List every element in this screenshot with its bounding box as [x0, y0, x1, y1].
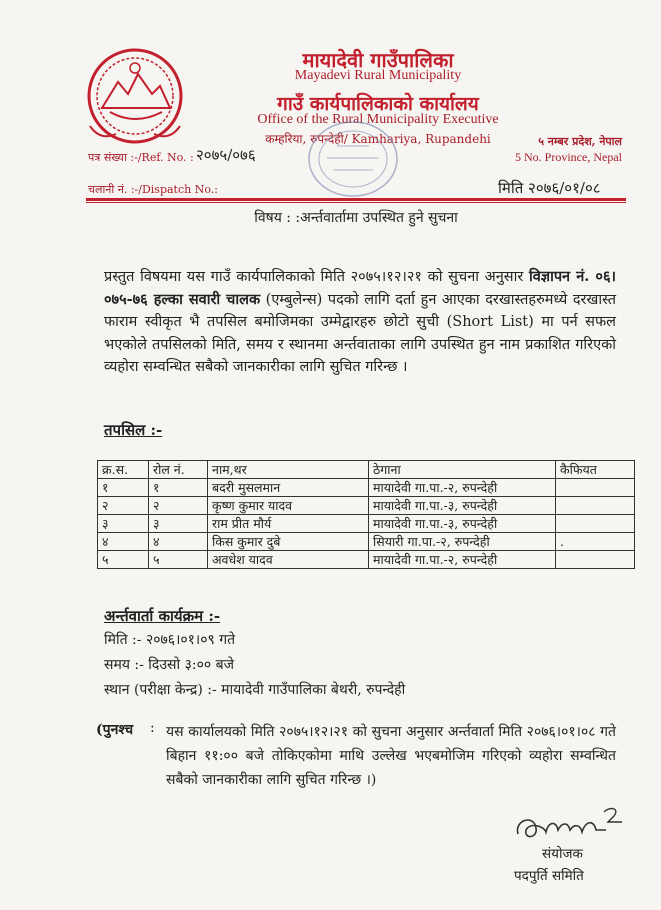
cell-name: कृष्ण कुमार यादव — [208, 497, 369, 515]
cell-remarks — [556, 497, 635, 515]
cell-name: किस कुमार दुबे — [208, 533, 369, 551]
cell-address: सियारी गा.पा.-२, रुपन्देही — [369, 533, 556, 551]
col-roll: रोल नं. — [149, 461, 208, 479]
cell-address: मायादेवी गा.पा.-२, रुपन्देही — [369, 479, 556, 497]
province-english: 5 No. Province, Nepal — [515, 150, 622, 164]
cell-serial: ४ — [98, 533, 149, 551]
cell-serial: ५ — [98, 551, 149, 569]
cell-roll: ५ — [149, 551, 208, 569]
col-serial: क्र.स. — [98, 461, 149, 479]
cell-name: बदरी मुसलमान — [208, 479, 369, 497]
office-stamp-icon — [305, 118, 401, 200]
table-row — [98, 515, 635, 533]
cell-serial: १ — [98, 479, 149, 497]
notice-text-bold: विज्ञापन नं. ०६।०७५-७६ हल्का सवारी चालक — [104, 268, 616, 308]
table-header-row — [98, 461, 635, 479]
cell-remarks — [556, 479, 635, 497]
cell-remarks — [556, 551, 635, 569]
interview-time: समय :- दिउसो ३:०० बजे — [104, 657, 234, 673]
dispatch-number-label: चलानी नं. :-/Dispatch No.: — [88, 183, 218, 196]
postscript-label: (पुनश्च — [96, 722, 134, 738]
cell-address: मायादेवी गा.पा.-३, रुपन्देही — [369, 497, 556, 515]
letter-date: मिति २०७६/०१/०८ — [498, 179, 601, 197]
candidate-table — [97, 460, 635, 569]
cell-roll: २ — [149, 497, 208, 515]
interview-venue: स्थान (परीक्षा केन्द्र) :- मायादेवी गाउँपालिका बेथरी, रुपन्देही — [104, 682, 406, 698]
cell-address: मायादेवी गा.पा.-३, रुपन्देही — [369, 515, 556, 533]
postscript-colon: : — [150, 720, 155, 736]
office-name-nepali: गाउँ कार्यपालिकाको कार्यालय — [277, 93, 479, 115]
cell-roll: १ — [149, 479, 208, 497]
notice-paragraph — [104, 266, 616, 379]
ref-number-value: २०७५/०७६ — [196, 146, 256, 164]
municipality-name-nepali: मायादेवी गाउँपालिका — [302, 48, 454, 72]
table-row — [98, 551, 635, 569]
header-divider — [86, 198, 626, 201]
interview-date: मिति :- २०७६।०१।०९ गते — [104, 632, 236, 648]
notice-text-part2: (एम्बुलेन्स) पदको लागि दर्ता हुन आएका दरखास्तहरुमध्ये दरखास्त फाराम स्वीकृत भै तपसिल बमोजिमका उम्मेद्वारहरु छोटो सुची (Short List) मा पर्न सफल भएकोले तपसिलको मिति, समय र स्थानमा अर्न्तवाताका लागि उपस्थित हुन नाम प्रकाशित गरिएको व्यहोरा सम्वन्धित सबैको जानकारीका लागि सुचित गरिन्छ । — [104, 291, 617, 375]
col-remarks: कैफियत — [556, 461, 635, 479]
signatory-title: संयोजक — [542, 846, 583, 862]
col-name: नाम,थर — [208, 461, 369, 479]
table-row — [98, 533, 635, 551]
cell-serial: ३ — [98, 515, 149, 533]
province-nepali: ५ नम्बर प्रदेश, नेपाल — [538, 135, 622, 148]
office-address: कम्हरिया, रुपन्देही/ Kamhariya, Rupandehi — [265, 132, 491, 146]
header-divider-thin — [86, 202, 626, 203]
cell-roll: ४ — [149, 533, 208, 551]
ref-number-label: पत्र संख्या :-/Ref. No. : — [88, 151, 194, 164]
municipality-name-english: Mayadevi Rural Municipality — [294, 68, 462, 83]
col-address: ठेगाना — [369, 461, 556, 479]
signature-icon — [510, 800, 630, 846]
cell-remarks — [556, 515, 635, 533]
cell-name: राम प्रीत मौर्य — [208, 515, 369, 533]
details-heading: तपसिल :- — [104, 421, 163, 439]
cell-name: अवधेश यादव — [208, 551, 369, 569]
table-row — [98, 479, 635, 497]
signatory-role: पदपुर्ति समिति — [514, 868, 584, 884]
municipality-emblem-icon — [80, 46, 190, 146]
subject-line: विषय : :अर्न्तवार्तामा उपस्थित हुने सुचना — [254, 210, 458, 226]
notice-text-part1: प्रस्तुत विषयमा यस गाउँ कार्यपालिकाको मिति २०७५।१२।२१ को सुचना अनुसार — [104, 269, 529, 285]
cell-serial: २ — [98, 497, 149, 515]
interview-heading: अर्न्तवार्ता कार्यक्रम :- — [104, 607, 221, 625]
table-row — [98, 497, 635, 515]
cell-address: मायादेवी गा.पा.-२, रुपन्देही — [369, 551, 556, 569]
postscript-text: यस कार्यालयको मिति २०७५।१२।२१ को सुचना अनुसार अर्न्तवार्ता मिति २०७६।०१।०८ गते बिहान ११:०० बजे तोकिएकोमा माथि उल्लेख भएबमोजिम गरिएको व्यहोरा सम्वन्धित सबैको जानकारीका लागि सुचित गरिन्छ ।) — [166, 724, 616, 788]
office-name-english: Office of the Rural Municipality Executive — [257, 112, 499, 127]
cell-remarks: . — [556, 533, 635, 551]
cell-roll: ३ — [149, 515, 208, 533]
